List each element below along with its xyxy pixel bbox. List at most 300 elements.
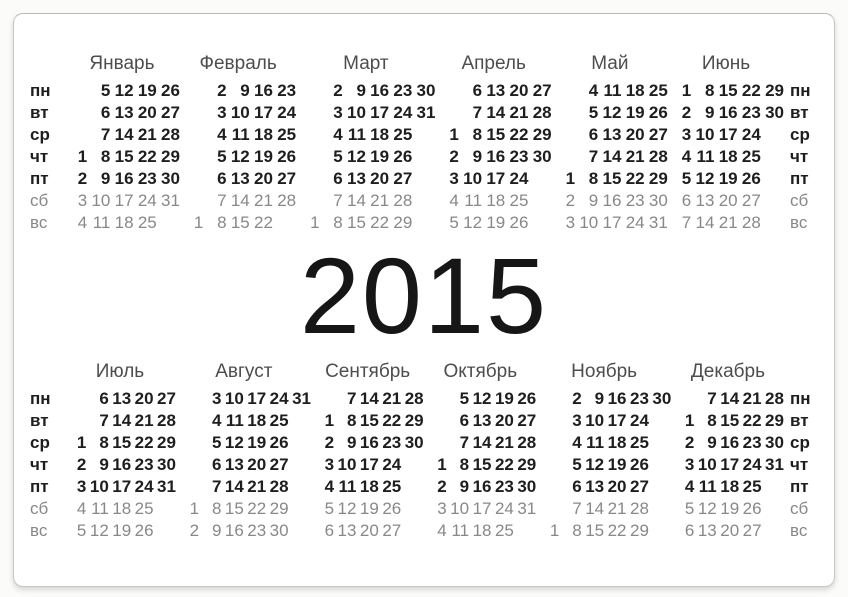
- month-name-spacer: [30, 360, 58, 388]
- date-cell: 27: [742, 521, 762, 540]
- date-cell: 20: [137, 103, 157, 122]
- date-cell: 8: [707, 411, 717, 430]
- empty-cell: [537, 498, 559, 520]
- date-cell: 21: [509, 103, 529, 122]
- empty-cell: [289, 432, 311, 454]
- date-cell: 3: [217, 103, 227, 122]
- date-cell: 6: [472, 81, 483, 100]
- date-cell: 2: [324, 433, 335, 452]
- date-cell: 10: [585, 411, 605, 430]
- date-cell: 12: [472, 389, 492, 408]
- empty-cell: [537, 432, 559, 454]
- month-grid: [180, 80, 296, 234]
- empty-cell: [672, 388, 694, 410]
- date-cell: 26: [269, 433, 289, 452]
- date-cell: 2: [333, 81, 343, 100]
- empty-cell: [761, 190, 784, 212]
- calendar-card: [13, 13, 835, 587]
- date-cell: 28: [161, 125, 180, 144]
- weekday-label: пт: [790, 477, 809, 496]
- date-cell: 17: [254, 103, 273, 122]
- date-cell: 13: [230, 169, 250, 188]
- date-cell: 8: [572, 521, 582, 540]
- date-cell: 14: [224, 477, 244, 496]
- date-cell: 5: [333, 147, 343, 166]
- date-cell: 17: [370, 103, 390, 122]
- month-name: Июль: [95, 361, 145, 382]
- empty-cell: [64, 388, 86, 410]
- date-cell: 7: [707, 389, 717, 408]
- date-cell: 17: [114, 191, 134, 210]
- month-block-5: [552, 52, 668, 234]
- date-cell: 18: [720, 477, 740, 496]
- date-cell: 24: [509, 169, 529, 188]
- month-name-spacer: [790, 360, 818, 388]
- date-cell: 29: [765, 411, 784, 430]
- date-cell: 28: [517, 433, 537, 452]
- date-cell: 2: [77, 169, 88, 188]
- date-cell: 18: [370, 125, 390, 144]
- date-cell: 7: [572, 499, 582, 518]
- date-cell: 22: [137, 147, 157, 166]
- date-cell: 9: [240, 81, 250, 100]
- month-grid: [64, 80, 180, 234]
- date-cell: 27: [741, 191, 761, 210]
- date-cell: 29: [404, 411, 424, 430]
- date-cell: 10: [697, 455, 717, 474]
- date-cell: 27: [648, 125, 668, 144]
- date-cell: 3: [211, 389, 222, 408]
- date-cell: 18: [607, 433, 627, 452]
- date-cell: 20: [359, 521, 379, 540]
- date-cell: 28: [269, 477, 289, 496]
- date-cell: 19: [359, 499, 379, 518]
- date-cell: 4: [324, 477, 335, 496]
- date-cell: 9: [99, 455, 109, 474]
- date-cell: 24: [134, 477, 154, 496]
- date-cell: 1: [324, 411, 335, 430]
- date-cell: 7: [100, 125, 111, 144]
- date-cell: 22: [247, 499, 267, 518]
- empty-cell: [649, 454, 671, 476]
- weekday-label: вт: [790, 411, 809, 430]
- weekday-label: сб: [790, 191, 809, 210]
- empty-cell: [424, 432, 446, 454]
- month-name: Ноябрь: [571, 361, 638, 382]
- empty-cell: [537, 388, 559, 410]
- empty-cell: [762, 520, 784, 542]
- date-cell: 3: [333, 103, 343, 122]
- date-cell: 29: [532, 125, 552, 144]
- empty-cell: [761, 146, 784, 168]
- date-cell: 14: [359, 389, 379, 408]
- date-cell: 4: [588, 81, 599, 100]
- empty-cell: [180, 146, 203, 168]
- date-cell: 18: [254, 125, 273, 144]
- date-cell: 5: [217, 147, 227, 166]
- month-name: Июнь: [701, 53, 751, 74]
- date-cell: 7: [472, 103, 483, 122]
- date-cell: 21: [382, 389, 402, 408]
- date-cell: 11: [603, 81, 622, 100]
- date-cell: 25: [382, 477, 402, 496]
- date-cell: 26: [509, 213, 529, 232]
- date-cell: 30: [161, 169, 180, 188]
- weekday-label: сб: [30, 499, 49, 518]
- month-block-3: [296, 52, 435, 234]
- empty-cell: [761, 124, 784, 146]
- date-cell: 4: [211, 411, 222, 430]
- weekday-label: сб: [30, 191, 49, 210]
- empty-cell: [649, 476, 671, 498]
- date-cell: 4: [333, 125, 343, 144]
- month-block-8: [177, 360, 311, 542]
- date-cell: 20: [625, 125, 645, 144]
- date-cell: 17: [607, 411, 627, 430]
- date-cell: 9: [211, 521, 222, 540]
- date-cell: 18: [486, 191, 506, 210]
- date-cell: 28: [741, 213, 761, 232]
- date-cell: 2: [76, 455, 87, 474]
- empty-cell: [537, 454, 559, 476]
- date-cell: 11: [464, 191, 483, 210]
- date-cell: 8: [472, 125, 483, 144]
- date-cell: 18: [472, 521, 492, 540]
- date-cell: 21: [607, 499, 627, 518]
- date-cell: 10: [224, 389, 244, 408]
- month-name: Октябрь: [443, 361, 518, 382]
- empty-cell: [436, 80, 459, 102]
- empty-cell: [514, 520, 536, 542]
- weekday-label: пн: [30, 81, 51, 100]
- date-cell: 1: [193, 213, 204, 232]
- date-cell: 6: [99, 389, 109, 408]
- date-cell: 25: [648, 81, 668, 100]
- empty-cell: [552, 124, 575, 146]
- empty-cell: [296, 102, 319, 124]
- empty-cell: [436, 102, 459, 124]
- date-cell: 1: [684, 411, 695, 430]
- month-name-spacer: [30, 52, 58, 80]
- date-cell: 19: [607, 455, 627, 474]
- date-cell: 5: [681, 169, 692, 188]
- date-cell: 3: [449, 169, 459, 188]
- date-cell: 27: [157, 389, 176, 408]
- date-cell: 1: [681, 81, 692, 100]
- date-cell: 22: [494, 455, 514, 474]
- date-cell: 21: [254, 191, 273, 210]
- empty-cell: [289, 410, 311, 432]
- date-cell: 18: [718, 147, 738, 166]
- month-grid: [312, 388, 424, 542]
- date-cell: 4: [437, 521, 447, 540]
- date-cell: 2: [189, 521, 200, 540]
- empty-cell: [649, 432, 671, 454]
- weekday-labels-left: [30, 360, 58, 542]
- date-cell: 23: [742, 433, 762, 452]
- date-cell: 20: [720, 521, 740, 540]
- date-cell: 31: [648, 213, 668, 232]
- date-cell: 22: [509, 125, 529, 144]
- date-cell: 30: [765, 103, 784, 122]
- date-cell: 23: [625, 191, 645, 210]
- empty-cell: [296, 124, 319, 146]
- month-name: Март: [343, 53, 389, 74]
- date-cell: 29: [648, 169, 668, 188]
- date-cell: 31: [765, 455, 784, 474]
- empty-cell: [649, 410, 671, 432]
- month-grid: [424, 388, 536, 542]
- date-cell: 3: [681, 125, 692, 144]
- date-cell: 28: [765, 389, 784, 408]
- date-cell: 15: [486, 125, 506, 144]
- date-cell: 16: [720, 433, 740, 452]
- date-cell: 8: [333, 213, 343, 232]
- months-row: [64, 52, 784, 234]
- weekday-label: сб: [790, 499, 809, 518]
- date-cell: 15: [346, 213, 366, 232]
- date-cell: 12: [224, 433, 244, 452]
- date-cell: 2: [565, 191, 576, 210]
- date-cell: 25: [137, 213, 157, 232]
- empty-cell: [180, 168, 203, 190]
- empty-cell: [528, 212, 551, 234]
- date-cell: 19: [254, 147, 273, 166]
- date-cell: 20: [494, 411, 514, 430]
- empty-cell: [537, 476, 559, 498]
- date-cell: 17: [247, 389, 267, 408]
- date-cell: 6: [211, 455, 222, 474]
- month-block-12: [672, 360, 784, 542]
- month-name: Апрель: [461, 53, 526, 74]
- date-cell: 19: [112, 521, 132, 540]
- weekday-label: пн: [790, 389, 811, 408]
- date-cell: 6: [333, 169, 343, 188]
- empty-cell: [552, 146, 575, 168]
- date-cell: 24: [277, 103, 297, 122]
- month-grid: [672, 388, 784, 542]
- date-cell: 29: [765, 81, 784, 100]
- date-cell: 16: [486, 147, 506, 166]
- empty-cell: [180, 124, 203, 146]
- date-cell: 22: [625, 169, 645, 188]
- date-cell: 31: [161, 191, 180, 210]
- empty-cell: [649, 498, 671, 520]
- date-cell: 8: [211, 499, 222, 518]
- month-name: Август: [215, 361, 273, 382]
- month-name: Февраль: [199, 53, 277, 74]
- date-cell: 8: [99, 433, 109, 452]
- month-block-4: [436, 52, 552, 234]
- weekday-label: пт: [30, 477, 49, 496]
- date-cell: 13: [346, 169, 366, 188]
- date-cell: 10: [346, 103, 366, 122]
- date-cell: 20: [370, 169, 390, 188]
- empty-cell: [537, 410, 559, 432]
- date-cell: 28: [648, 147, 668, 166]
- date-cell: 4: [217, 125, 227, 144]
- date-cell: 26: [134, 521, 154, 540]
- empty-cell: [177, 454, 199, 476]
- empty-cell: [552, 102, 575, 124]
- month-block-11: [537, 360, 671, 542]
- date-cell: 1: [310, 213, 320, 232]
- weekday-label: пт: [30, 169, 49, 188]
- date-cell: 4: [684, 477, 695, 496]
- month-name: Сентябрь: [325, 361, 411, 382]
- date-cell: 21: [137, 125, 157, 144]
- date-cell: 27: [161, 103, 180, 122]
- date-cell: 28: [629, 499, 649, 518]
- date-cell: 11: [451, 521, 470, 540]
- date-cell: 2: [449, 147, 459, 166]
- date-cell: 10: [89, 477, 109, 496]
- date-cell: 20: [254, 169, 273, 188]
- date-cell: 21: [494, 433, 514, 452]
- date-cell: 15: [472, 455, 492, 474]
- date-cell: 27: [517, 411, 537, 430]
- date-cell: 19: [137, 81, 157, 100]
- date-cell: 24: [494, 499, 514, 518]
- date-cell: 27: [629, 477, 649, 496]
- date-cell: 7: [459, 433, 470, 452]
- empty-cell: [273, 212, 296, 234]
- date-cell: 16: [254, 81, 273, 100]
- date-cell: 23: [247, 521, 267, 540]
- date-cell: 1: [549, 521, 560, 540]
- date-cell: 15: [585, 521, 605, 540]
- date-cell: 30: [404, 433, 424, 452]
- date-cell: 15: [114, 147, 134, 166]
- date-cell: 27: [277, 169, 297, 188]
- date-cell: 19: [625, 103, 645, 122]
- date-cell: 24: [625, 213, 645, 232]
- date-cell: 3: [324, 455, 335, 474]
- date-cell: 18: [112, 499, 132, 518]
- weekday-label: ср: [30, 125, 50, 144]
- date-cell: 8: [100, 147, 111, 166]
- weekday-label: ср: [790, 125, 810, 144]
- date-cell: 31: [517, 499, 537, 518]
- weekday-label: вт: [30, 411, 49, 430]
- date-cell: 7: [217, 191, 227, 210]
- date-cell: 23: [137, 169, 157, 188]
- date-cell: 27: [393, 169, 413, 188]
- date-cell: 21: [718, 213, 738, 232]
- weekday-label: вт: [790, 103, 809, 122]
- date-cell: 13: [114, 103, 134, 122]
- date-cell: 1: [449, 125, 459, 144]
- month-grid: [537, 388, 671, 542]
- date-cell: 17: [718, 125, 738, 144]
- date-cell: 14: [112, 411, 132, 430]
- date-cell: 18: [247, 411, 267, 430]
- empty-cell: [177, 476, 199, 498]
- date-cell: 26: [277, 147, 297, 166]
- date-cell: 11: [91, 499, 109, 518]
- date-cell: 16: [359, 433, 379, 452]
- date-cell: 12: [346, 147, 366, 166]
- empty-cell: [528, 168, 551, 190]
- empty-cell: [154, 520, 176, 542]
- date-cell: 26: [393, 147, 413, 166]
- date-cell: 24: [629, 411, 649, 430]
- date-cell: 8: [459, 455, 470, 474]
- date-cell: 16: [718, 103, 738, 122]
- date-cell: 5: [572, 455, 582, 474]
- month-name: Май: [591, 53, 629, 74]
- date-cell: 31: [416, 103, 436, 122]
- months-row: [64, 360, 784, 542]
- weekday-label: вс: [30, 213, 48, 232]
- date-cell: 25: [742, 477, 762, 496]
- calendar-bottom-half: [30, 360, 818, 542]
- date-cell: 23: [494, 477, 514, 496]
- empty-cell: [412, 190, 435, 212]
- weekday-label: пн: [790, 81, 811, 100]
- date-cell: 13: [472, 411, 492, 430]
- date-cell: 4: [681, 147, 692, 166]
- date-cell: 14: [346, 191, 366, 210]
- empty-cell: [177, 388, 199, 410]
- date-cell: 25: [134, 499, 154, 518]
- weekday-label: вс: [790, 521, 808, 540]
- date-cell: 13: [486, 81, 506, 100]
- month-block-1: [64, 52, 180, 234]
- date-cell: 8: [588, 169, 599, 188]
- empty-cell: [401, 498, 423, 520]
- date-cell: 21: [247, 477, 267, 496]
- date-cell: 25: [494, 521, 514, 540]
- month-grid: [64, 388, 176, 542]
- date-cell: 22: [741, 81, 761, 100]
- date-cell: 22: [742, 411, 762, 430]
- date-cell: 29: [393, 213, 413, 232]
- date-cell: 2: [681, 103, 692, 122]
- date-cell: 7: [681, 213, 692, 232]
- date-cell: 13: [337, 521, 357, 540]
- date-cell: 20: [509, 81, 529, 100]
- date-cell: 11: [696, 147, 715, 166]
- date-cell: 12: [585, 455, 605, 474]
- date-cell: 7: [211, 477, 222, 496]
- date-cell: 21: [742, 389, 762, 408]
- date-cell: 18: [625, 81, 645, 100]
- date-cell: 17: [112, 477, 132, 496]
- empty-cell: [528, 190, 551, 212]
- date-cell: 4: [449, 191, 459, 210]
- empty-cell: [412, 168, 435, 190]
- date-cell: 5: [76, 521, 87, 540]
- date-cell: 17: [486, 169, 506, 188]
- date-cell: 22: [382, 411, 402, 430]
- date-cell: 9: [588, 191, 599, 210]
- date-cell: 26: [161, 81, 180, 100]
- date-cell: 11: [698, 477, 717, 496]
- date-cell: 1: [76, 433, 87, 452]
- date-cell: 4: [77, 213, 88, 232]
- date-cell: 7: [588, 147, 599, 166]
- date-cell: 10: [230, 103, 250, 122]
- date-cell: 10: [579, 213, 599, 232]
- month-block-7: [64, 360, 176, 542]
- empty-cell: [424, 388, 446, 410]
- empty-cell: [552, 80, 575, 102]
- date-cell: 18: [114, 213, 134, 232]
- date-cell: 14: [472, 433, 492, 452]
- empty-cell: [154, 498, 176, 520]
- date-cell: 14: [114, 125, 134, 144]
